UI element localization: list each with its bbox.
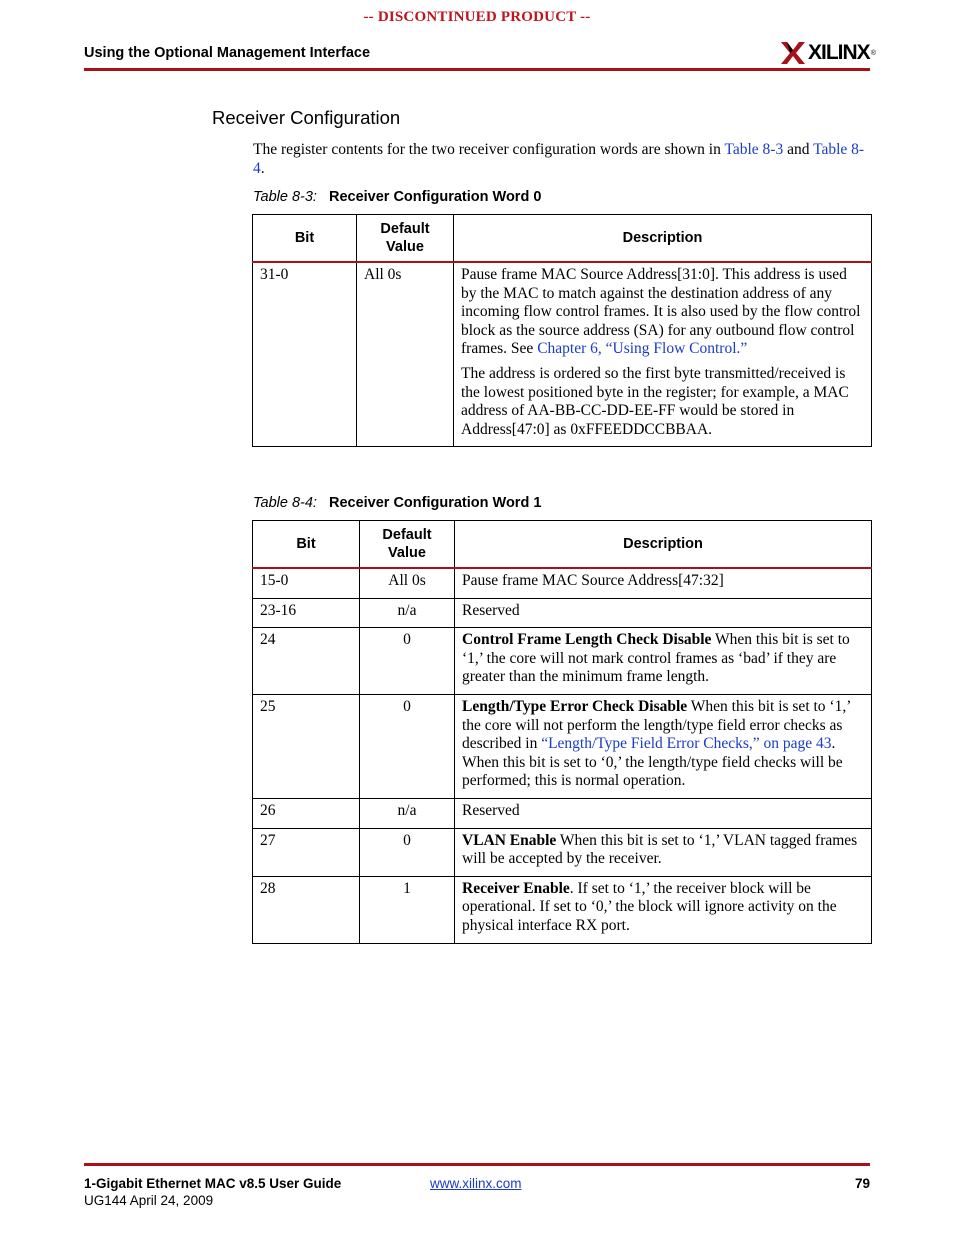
table-row [253,876,872,943]
cell-description [454,262,872,447]
cell-bit: 31-0 [253,262,357,447]
cell-default: n/a [360,798,455,828]
receiver-config-word-0-table [252,214,872,447]
header-default-value: Default Value [357,215,454,263]
description-text: . When this bit is set to ‘0,’ the length/type field checks will be performed; this is normal operation. [462,735,843,790]
table-8-3-caption [253,189,541,205]
logo-text: XILINX [808,41,870,64]
table-row [253,598,872,628]
xilinx-logo [780,38,876,68]
header-description: Description [454,215,872,263]
running-header-title: Using the Optional Management Interface [84,45,371,61]
description-text: When this bit is set to ‘1,’ the core will not mark control frames as ‘bad’ if they are greater than the minimum frame length. [462,631,850,686]
cell-default: 0 [360,628,455,695]
link-table-8-3[interactable]: Table 8-3 [724,141,784,158]
description-text: Pause frame MAC Source Address[31:0]. This address is used by the MAC to match against the destination address of any incoming flow control frames. It is also used by the flow control block as the source address (SA) for any outbound flow control frames. See [461,266,861,358]
field-name: Control Frame Length Check Disable [462,631,712,649]
footer-rule [84,1163,870,1166]
cell-default: All 0s [360,568,455,598]
cell-default: 0 [360,694,455,798]
table-row [253,828,872,876]
description-paragraph [461,266,864,359]
cell-description: Reserved [455,598,872,628]
footer-doc-id: UG144 April 24, 2009 [84,1193,214,1208]
header-description: Description [455,521,872,569]
header-default-value: Default Value [360,521,455,569]
cell-bit: 28 [253,876,360,943]
cell-bit: 15-0 [253,568,360,598]
header-bit: Bit [253,521,360,569]
cell-default: 1 [360,876,455,943]
description-text: When this bit is set to ‘1,’ VLAN tagged frames will be accepted by the receiver. [462,831,858,868]
logo-registered-mark: ® [870,49,876,57]
table-header-row [253,521,872,569]
header-bit: Bit [253,215,357,263]
cell-bit: 27 [253,828,360,876]
cell-bit: 23-16 [253,598,360,628]
table-row [253,568,872,598]
footer-guide-title: 1-Gigabit Ethernet MAC v8.5 User Guide [84,1176,342,1191]
table-row [253,628,872,695]
cell-default: All 0s [357,262,454,447]
intro-text-before: The register contents for the two receiver configuration words are shown in [253,141,725,158]
cell-description [455,876,872,943]
caption-title: Receiver Configuration Word 1 [328,495,542,511]
caption-title: Receiver Configuration Word 0 [328,189,542,205]
table-row [253,262,872,447]
table-row [253,798,872,828]
receiver-config-word-1-table [252,520,872,944]
field-name: Length/Type Error Check Disable [462,697,688,715]
link-chapter-6[interactable]: Chapter 6, “Using Flow Control.” [537,340,748,358]
discontinued-banner: -- DISCONTINUED PRODUCT -- [363,9,591,25]
intro-text-middle: and [783,141,814,158]
cell-bit: 26 [253,798,360,828]
page-number: 79 [854,1176,870,1191]
field-name: VLAN Enable [462,831,557,849]
xilinx-mark-icon [780,40,806,66]
cell-description: Reserved [455,798,872,828]
field-name: Receiver Enable [462,879,570,897]
description-paragraph: The address is ordered so the first byte transmitted/received is the lowest positioned byte in the register; for example, a MAC address of AA-BB-CC-DD-EE-FF would be stored in Address[47:0] as 0xFFEEDDCCBBAA. [461,364,849,438]
description-text: . If set to ‘1,’ the receiver block will be operational. If set to ‘0,’ the block will ignore activity on the physical interface RX port. [462,879,837,934]
cell-description [455,828,872,876]
header-rule [84,68,870,71]
cell-bit: 24 [253,628,360,695]
intro-text-after: . [260,159,265,177]
caption-number: Table 8-4: [253,495,317,511]
cell-description [455,628,872,695]
footer-url-link[interactable]: www.xilinx.com [430,1176,522,1191]
table-8-4-caption [253,495,541,511]
cell-default: n/a [360,598,455,628]
intro-paragraph [253,141,873,178]
description-text: When this bit is set to ‘1,’ the core will not perform the length/type field error checks as described in [462,697,851,753]
cell-bit: 25 [253,694,360,798]
section-heading: Receiver Configuration [212,107,401,128]
table-header-row [253,215,872,263]
table-row [253,694,872,798]
link-table-8-4[interactable]: Table 8-4 [253,141,865,177]
cell-description [455,694,872,798]
link-length-type-checks[interactable]: “Length/Type Field Error Checks,” on page 43 [541,735,832,753]
cell-description: Pause frame MAC Source Address[47:32] [455,568,872,598]
caption-number: Table 8-3: [253,189,317,205]
cell-default: 0 [360,828,455,876]
